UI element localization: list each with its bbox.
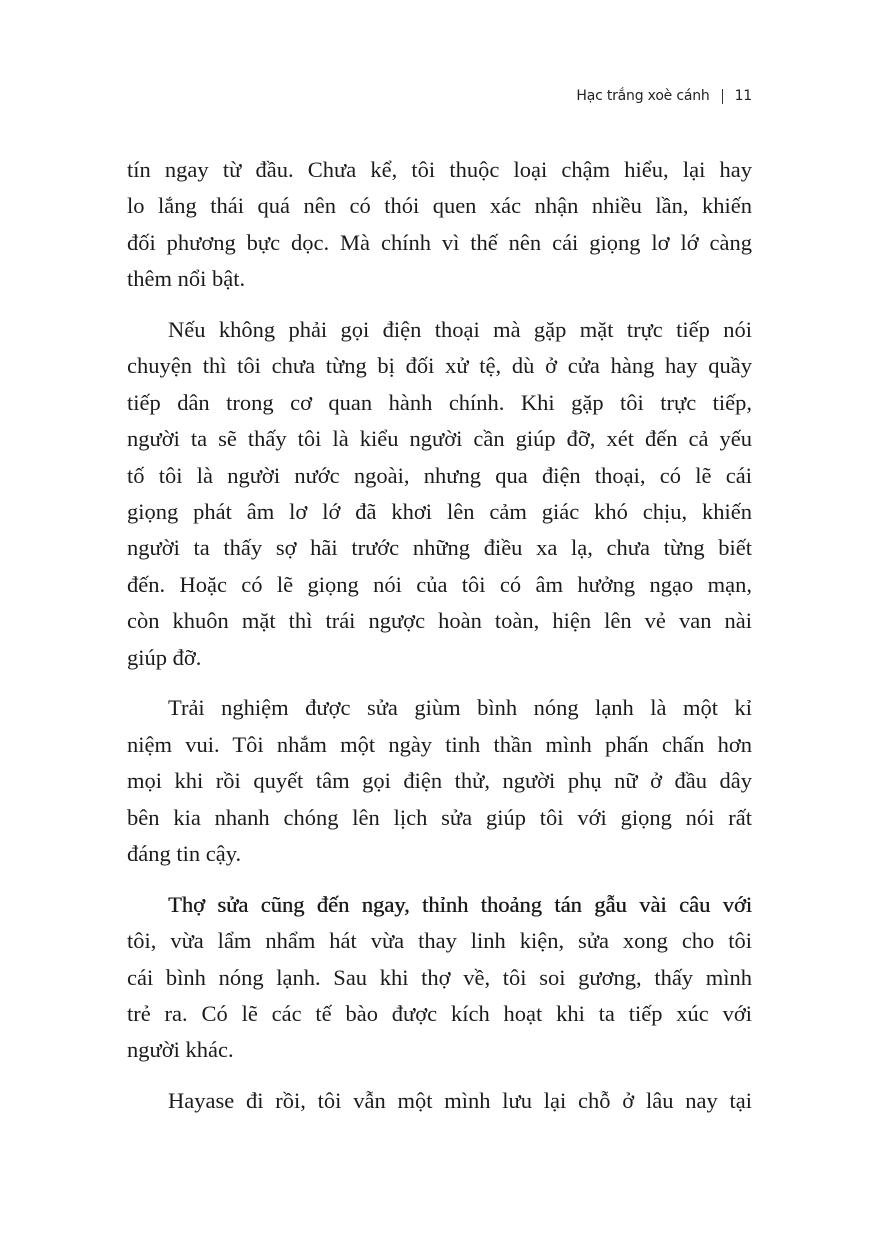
text-line: chuyện thì tôi chưa từng bị đối xử tệ, dù ở cửa hàng hay quầy — [127, 353, 752, 379]
text-line: thêm nổi bật. — [127, 266, 246, 292]
page-body — [127, 152, 752, 1120]
text-line: còn khuôn mặt thì trái ngược hoàn toàn, hiện lên vẻ van nài — [127, 608, 752, 634]
text-line: người ta thấy sợ hãi trước những điều xa lạ, chưa từng biết — [127, 535, 752, 561]
text-line: giúp đỡ. — [127, 644, 202, 670]
running-header — [576, 88, 752, 104]
text-line: Trải nghiệm được sửa giùm bình nóng lạnh là một kỉ — [168, 695, 752, 721]
text-line: mọi khi rồi quyết tâm gọi điện thử, người phụ nữ ở đầu dây — [127, 768, 752, 794]
text-line: lo lắng thái quá nên có thói quen xác nhận nhiều lần, khiến — [127, 193, 752, 219]
text-line: Thợ sửa cũng đến ngay, thỉnh thoảng tán gẫu vài câu với — [168, 891, 752, 917]
text-line: tiếp dân trong cơ quan hành chính. Khi gặp tôi trực tiếp, — [127, 389, 752, 415]
text-line: đối phương bực dọc. Mà chính vì thế nên cái giọng lơ lớ càng — [127, 229, 752, 255]
header-divider — [722, 89, 723, 104]
text-line: giọng phát âm lơ lớ đã khơi lên cảm giác khó chịu, khiến — [127, 499, 752, 525]
paragraph — [127, 1083, 752, 1119]
text-line: bên kia nhanh chóng lên lịch sửa giúp tôi với giọng nói rất — [127, 804, 752, 830]
book-title: Hạc trắng xoè cánh — [576, 88, 710, 104]
text-line: người khác. — [127, 1037, 234, 1063]
text-line: Hayase đi rồi, tôi vẫn một mình lưu lại chỗ ở lâu nay tại — [168, 1088, 752, 1114]
text-line: cái bình nóng lạnh. Sau khi thợ về, tôi soi gương, thấy mình — [127, 964, 752, 990]
text-line: người ta sẽ thấy tôi là kiểu người cần giúp đỡ, xét đến cả yếu — [127, 426, 752, 452]
page-number: 11 — [734, 88, 752, 104]
text-line: đến. Hoặc có lẽ giọng nói của tôi có âm hưởng ngạo mạn, — [127, 571, 752, 597]
paragraph — [127, 690, 752, 872]
text-line: trẻ ra. Có lẽ các tế bào được kích hoạt khi ta tiếp xúc với — [127, 1001, 752, 1027]
text-line: tôi, vừa lẩm nhẩm hát vừa thay linh kiện, sửa xong cho tôi — [127, 928, 752, 954]
text-line: Nếu không phải gọi điện thoại mà gặp mặt trực tiếp nói — [168, 317, 752, 343]
text-line: tố tôi là người nước ngoài, nhưng qua điện thoại, có lẽ cái — [127, 462, 752, 488]
paragraph — [127, 312, 752, 676]
text-line: niệm vui. Tôi nhắm một ngày tinh thần mình phấn chấn hơn — [127, 731, 752, 757]
paragraph — [127, 152, 752, 298]
text-line: đáng tin cậy. — [127, 841, 242, 867]
paragraph — [127, 887, 752, 1069]
text-line: tín ngay từ đầu. Chưa kể, tôi thuộc loại chậm hiểu, lại hay — [127, 157, 752, 182]
